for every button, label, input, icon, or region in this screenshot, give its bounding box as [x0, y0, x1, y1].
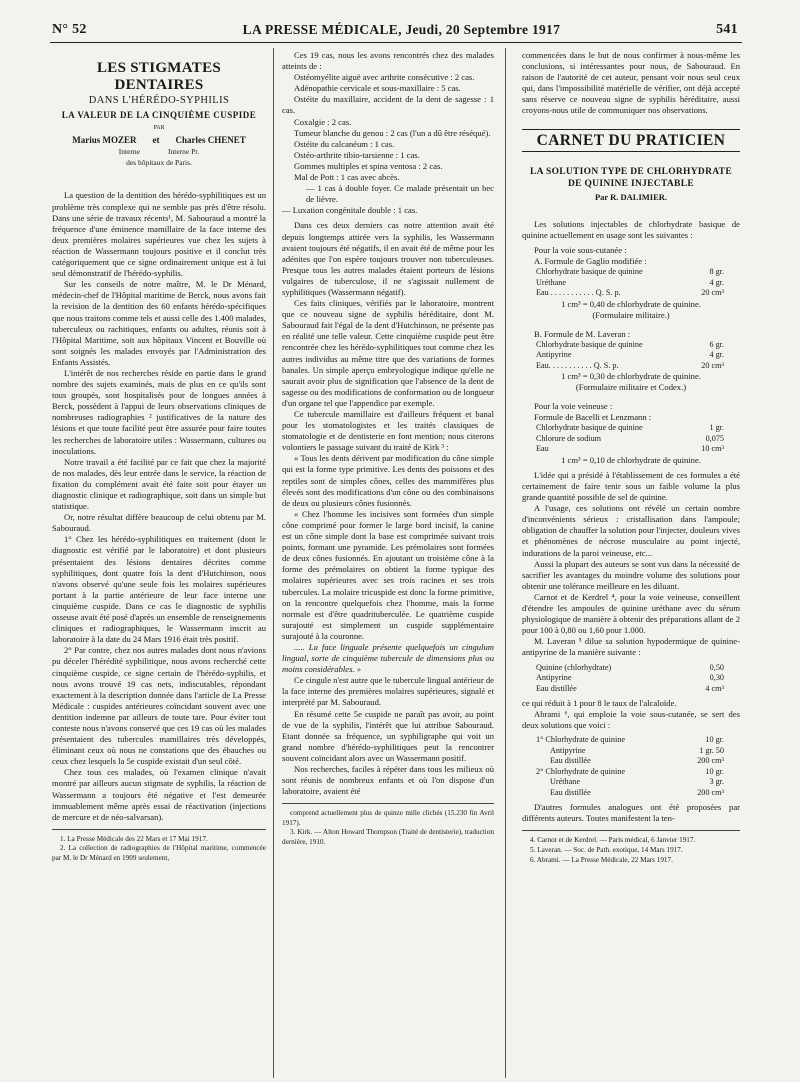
paragraph: L'intérêt de nos recherches réside en partie dans le grand nombre des sujets examinés, mais de plus en ce qu'ils sont tous groupés, sont hospitalisés pour de longues années à Berck, possèdent à l'appui de leurs observations cliniques de nombreuses radiographies ² justificatives de la nature des lésions et que toute facilité peut être assurée pour faire toutes les recherches de laboratoire utiles : Wassermann, cultures ou inoculations. [52, 367, 266, 456]
list-item: Adénopathie cervicale et sous-maxillaire : 5 cas. [294, 83, 461, 94]
paragraph: En résumé cette 5e cuspide ne paraît pas avoir, au point de vue de la syphilis, l'intérêt que lui attribue Sabouraud. Etant donnée sa fréquence, un syphiligraphe qui voit un grand nombre d'hérédo-syphilitiques peut la rencontrer souvent coïncidant alors avec un Wassermann positif. [282, 708, 494, 763]
formula-line: Quinine (chlorhydrate) 0,50 [536, 662, 724, 672]
formula-line: Chlorhydrate basique de quinine 8 gr. [536, 267, 724, 277]
page-header [52, 20, 738, 40]
quote-paragraph: « Tous les dents dérivent par modification du cône simple qui est la forme type primitive. Les dents des poissons et des reptiles sont de simples cônes, celles des mammifères plus élevés sont des modifications d'un cône ou des combinaisons de deux ou plusieurs cônes fusionnés. [282, 453, 494, 508]
list-item: Mal de Pott : 1 cas avec abcès. [294, 172, 400, 183]
paragraph: 2° Par contre, chez nos autres malades dont nous n'avions pu déceler l'hérédité syphilitique, nous avons recherché cette cinquième cuspide, ce signe certain de l'hérédo-syphilis, et nous avons trouvé 19 cas nets, indiscutables, répondant exactement à la description donnée dans l'article de La Presse Médicale : cuspides antérieures coïncidant souvent avec une dentition indemne par ailleurs de toute tare. Pour éviter tout conteste nous n'avons conservé que ces 19 cas où les malades présentaient des tubercules mamillaires très développés, éliminant ceux où nous ne constations que des ébauches ou ceux chez lesquels la 5e cuspide existait d'un seul côté. [52, 645, 266, 767]
paragraph: Dans ces deux derniers cas notre attention avait été depuis longtemps attirée vers la syphilis, les Wassermann avaient toujours été négatifs, il en avait été de même pour les adénites que l'on espère toujours trouver non tuberculeuses. Presque tous les autres malades étaient porteurs de lésions vulgaires de tuberculose, il ne s'agissait nullement de syphilitiques (Wassermann négatif). [282, 220, 494, 297]
footnote: 6. Abrami. — La Presse Médicale, 22 Mars 1917. [530, 855, 673, 864]
article-title: LA SOLUTION TYPE DE CHLORHYDRATE [530, 166, 732, 177]
authors [52, 135, 266, 146]
formula-source: (Formulaire militaire.) [592, 309, 670, 320]
formula-line: Antipyrine 0,30 [536, 673, 724, 682]
paragraph: La question de la dentition des hérédo-syphilitiques est un problème très complexe qui ne semble pas près d'être résolu. Dans une série de travaux récents¹, M. Sabouraud a montré la fréquence d'une éminence mamillaire de la face interne des deux premières molaires supérieures vue chez les sujets à réaction de Wassermann toujours positive et il conclut très catégoriquement que ce signe ordinairement unique est à lui seul démonstratif de l'hérédo-syphilis. [52, 190, 266, 279]
column-1 [52, 50, 266, 864]
column-2 [282, 50, 494, 848]
column-divider [273, 48, 274, 1078]
list-item: Ostéite du calcanéum : 1 cas. [294, 138, 395, 149]
list-item: Coxalgie : 2 cas. [294, 116, 352, 127]
formula-title: A. Formule de Gaglio modifiée : [534, 256, 647, 267]
article-title-2: DE QUININE INJECTABLE [568, 178, 694, 189]
masthead: LA PRESSE MÉDICALE, Jeudi, 20 Septembre 1917 [242, 22, 561, 37]
byline: Par R. DALIMIER. [594, 191, 668, 202]
formula-line: Uréthane 4 gr. [536, 277, 724, 287]
footnote: comprend actuellement plus de quinze mille clichés (15.230 fin Avril 1917). [282, 809, 494, 827]
author-1: Marius MOZER [72, 135, 137, 146]
issue-number: N° 52 [52, 22, 87, 37]
paragraph: Or, notre résultat diffère beaucoup de celui obtenu par M. Sabouraud. [52, 512, 266, 534]
column-divider [505, 48, 506, 1078]
formula-title: Formule de Bacelli et Lenzmann : [534, 412, 652, 423]
paragraph: Ce tubercule mamillaire est d'ailleurs fréquent et banal pour les stomatologistes et les traités classiques de stomatologie et de dentisterie en font mention; nous citerons volontiers le passage suivant du traité de Kirk ³ : [282, 409, 494, 453]
article-subtitle: DANS L'HÉRÉDO-SYPHILIS [88, 95, 230, 106]
formula-note: 1 cm³ = 0,30 de chlorhydrate de quinine. [561, 371, 701, 382]
footnote: 1. La Presse Médicale des 22 Mars et 17 Mai 1917. [60, 834, 208, 843]
formula-title: B. Formule de M. Laveran : [534, 328, 631, 339]
formula-line: Chlorhydrate basique de quinine 6 gr. [536, 339, 724, 349]
role-3: des hôpitaux de Paris. [126, 158, 192, 168]
formula-line: Eau distillée 4 cm³ [536, 683, 724, 693]
paragraph: A l'usage, ces solutions ont révélé un certain nombre d'inconvénients sérieux : cristallisation dans l'ampoule; obligation de chauffer la solution pour l'injecter, douleurs vives et phénomènes de nécrose musculaire au point injecté, indurations de la paroi veineuse, etc... [522, 503, 740, 558]
paragraph: Aussi la plupart des auteurs se sont vus dans la nécessité de sacrifier les avantages du moindre volume des solutions pour obtenir une tolérance meilleure en les diluant. [522, 558, 740, 591]
footnote-rule [282, 803, 494, 804]
paragraph: D'autres formules analogues ont été proposées par différents auteurs. Toutes manifestent la ten- [522, 802, 740, 824]
formula-line: Chlorure de sodium 0,075 [536, 433, 724, 443]
header-rule [50, 42, 742, 43]
list-item: — 1 cas à double foyer. Ce malade présentait un bec de lièvre. [306, 183, 494, 205]
footnote: 3. Kirk. — Alton Howard Thompson (Traité de dentisterie), traduction dernière, 1910. [282, 828, 494, 847]
article-subtitle-2: LA VALEUR DE LA CINQUIÈME CUSPIDE [61, 110, 257, 120]
footnote: 2. La collection de radiographies de l'Hôpital maritime, commencée par M. le Dr Ménard en 1909 seulement, [52, 844, 266, 862]
page-number: 541 [716, 22, 738, 37]
formula-line: Eau 10 cm³ [536, 444, 724, 454]
footnote-rule [52, 829, 266, 830]
paragraph: Notre travail a été facilité par ce fait que chez la majorité de nos malades, dès leur entrée dans le service, la réaction de fixation du complément avait été faite soit pour étayer un diagnostic clinique et radiographique, soit dans un simple but statistique. [52, 456, 266, 512]
formula-line: Antipyrine 4 gr. [536, 350, 724, 360]
formula-line: 1° Chlorhydrate de quinine 10 gr. [536, 735, 724, 745]
article-title: LES STIGMATES DENTAIRES [96, 60, 222, 93]
paragraph: L'idée qui a présidé à l'établissement de ces formules a été certainement de faire tenir sous un faible volume la plus grande quantité possible de sel de quinine. [522, 469, 740, 503]
paragraph: Nos recherches, faciles à répéter dans tous les milieux où sont réunis de nombreux enfants et où l'on dispose d'un laboratoire, avaient été [282, 764, 494, 797]
list-item: Ostéite du maxillaire, accident de la dent de sagesse : 1 cas. [282, 94, 494, 116]
column-3 [522, 50, 740, 865]
list-item: Tumeur blanche du genou : 2 cas (l'un a dû être réséqué). [294, 127, 491, 138]
quote-paragraph: ..... La face linguale présente quelquefois un cingulum lingual, sorte de cinquième tubercule de dimensions plus ou moins considérables. » [282, 641, 494, 675]
paragraph: Ces 19 cas, nous les avons rencontrés chez des malades atteints de : [282, 50, 494, 72]
list-item: — Luxation congénitale double : 1 cas. [282, 205, 418, 216]
paragraph: Abrami ⁶, qui emploie la voie sous-cutanée, se sert des deux solutions que voici : [522, 709, 740, 731]
formula-line: Eau distillée 200 cm³ [550, 787, 724, 797]
paragraph: M. Laveran ⁵ dilue sa solution hypodermique de quinine-antipyrine de la manière suivante : [522, 636, 740, 658]
list-item: Gommes multiples et spina ventosa : 2 cas. [294, 160, 443, 171]
footnote-rule [522, 830, 740, 831]
paragraph: Ces faits cliniques, vérifiés par le laboratoire, montrent que ce nouveau signe de syphilis héréditaire, dont M. Sabouraud fait l'égal de la dent d'Hutchinson, ne présente pas en réalité une telle valeur. Cette cinquième cuspide peut être rencontrée chez les hérédo-syphilitiques tout comme chez les autres individus au même titre que des variations de formes banales. Un simple aperçu embryologique indique qu'elle ne saurait avoir plus de signification que l'absence de la dent de sagesse ou des modifications de conformation ou de longueur d'un organe tel que l'appendice par exemple. [282, 298, 494, 408]
formula-line: Uréthane 3 gr. [550, 777, 724, 787]
formula-line: Antipyrine 1 gr. 50 [550, 745, 724, 755]
section-heading: CARNET DU PRATICIEN [522, 129, 740, 152]
footnote: 4. Carnot et de Kerdrel. — Paris médical, 6 Janvier 1917. [530, 836, 696, 845]
paragraph: ce qui réduit à 1 pour 8 le taux de l'alcaloïde. [522, 698, 677, 708]
paragraph: Chez tous ces malades, où l'examen clinique n'avait montré par ailleurs aucun stigmate de syphilis, la réaction de Wassermann a toujours été négative et l'est demeurée immuablement même après essai de réactivation (injections de mercure et de néo-salvarsan). [52, 767, 266, 822]
par-label: PAR [153, 125, 165, 132]
paragraph: Carnot et de Kerdrel ⁴, pour la voie veineuse, conseillent d'étendre les ampoules de quinine uréthane avec du sérum physiologique de manière à obtenir des préparations allant de 2 pour 100 à 0,80 ou 1,60 pour 1.000. [522, 591, 740, 636]
formula-line: Eau distillée 200 cm³ [550, 756, 724, 766]
paragraph: 1° Chez les hérédo-syphilitiques en traitement (dont le diagnostic est vérifié par le laboratoire) et dont plusieurs présentaient des lésions dentaires décrites comme syphilitiques, dont quatre fois la dent d'Hutchinson, nous n'avons observé qu'une seule fois les molaires supérieures portant à la partie antérieure de leur face interne une cinquième cuspide. Dans ce cas le diagnostic de syphilis osseuse avait été posé d'après un ensemble de renseignements cliniques et radiographiques, le Wassermann inscrit au laboratoire à la date du 24 Mars 1916 était très positif. [52, 534, 266, 645]
author-roles [52, 146, 266, 157]
formula-note: 1 cm³ = 0,40 de chlorhydrate de quinine. [561, 298, 701, 309]
footnote: 5. Laveran. — Soc. de Path. exotique, 14 Mars 1917. [530, 846, 683, 855]
formula-line: Eau. . . . . . . . . . . Q. S. p. 20 cm³ [536, 360, 724, 370]
formula-line: Chlorhydrate basique de quinine 1 gr. [536, 423, 724, 433]
paragraph: commencées dans le but de nous confirmer à nous-même les conclusions, si intéressantes pour nous, de Sabouraud. En raison de l'autorité de cet auteur, pensant voir nous seul ceux qui, dans l'impossibilité matérielle de vérifier, ont déjà accepté sans réserve ce nouveau signe de syphilis héréditaire, aussi croyons-nous utile de communiquer nos observations. [522, 50, 740, 116]
paragraph: Les solutions injectables de chlorhydrate basique de quinine actuellement en usage sont les suivantes : [522, 218, 740, 240]
formula-note: 1 cm³ = 0,10 de chlorhydrate de quinine. [561, 454, 701, 465]
list-item: Ostéomyélite aiguë avec arthrite consécutive : 2 cas. [294, 72, 475, 83]
formula-line: 2° Chlorhydrate de quinine 10 gr. [536, 766, 724, 776]
formula-source: (Formulaire militaire et Codex.) [575, 382, 687, 393]
paragraph: Ce cingule n'est autre que le tubercule lingual antérieur de la face interne des premières molaires supérieures, signalé et interprété par M. Sabouraud. [282, 675, 494, 708]
paragraph: Sur les conseils de notre maître, M. le Dr Ménard, médecin-chef de l'Hôpital maritime de Berck, nous avons fait la revision de la dentition des 60 enfants hérédo-spécifiques que nous traitons comme tels et aussi celle des 1.400 malades, tuberculeux ou rachitiques, enfants ou adultes, réunis soit à l'Hôpital Maritime, soit aux hôpitaux Vincent et Bouville où sont soignés les malades envoyés par l'Administration des Enfants Assistés. [52, 279, 266, 367]
role-1: Interne [118, 147, 140, 157]
quote-paragraph: « Chez l'homme les incisives sont formées d'un simple cône comprimé pour former le large bord incisif, la canine est un cône simple dont la base est comprimée suivant trois points, formant une pyramide. Les prémolaires sont formées de deux cônes fusionnés. En ajoutant un troisième cône à la forme des prémolaires on obtient la forme typique des molaires supérieures avec ses trois racines et ses trois tubercules. La molaire tricuspide est donc la forme primitive, on la rencontre quelquefois chez l'homme, mais la forme normale est d'être quadrituberculée. Le quatrième cuspide surajouté est simplement un cuspide supplémentaire surajouté à la couronne. [282, 508, 494, 641]
role-2: Interne Pr. [168, 147, 200, 157]
list-item: Ostéo-arthrite tibio-tarsienne : 1 cas. [294, 149, 420, 160]
paragraph: Pour la voie veineuse : [534, 401, 613, 412]
formula-line: Eau . . . . . . . . . . . Q. S. p. 20 cm³ [536, 288, 724, 298]
author-2: Charles CHENET [175, 135, 246, 146]
paragraph: Pour la voie sous-cutanée : [534, 244, 627, 255]
author-sep: et [152, 135, 160, 146]
